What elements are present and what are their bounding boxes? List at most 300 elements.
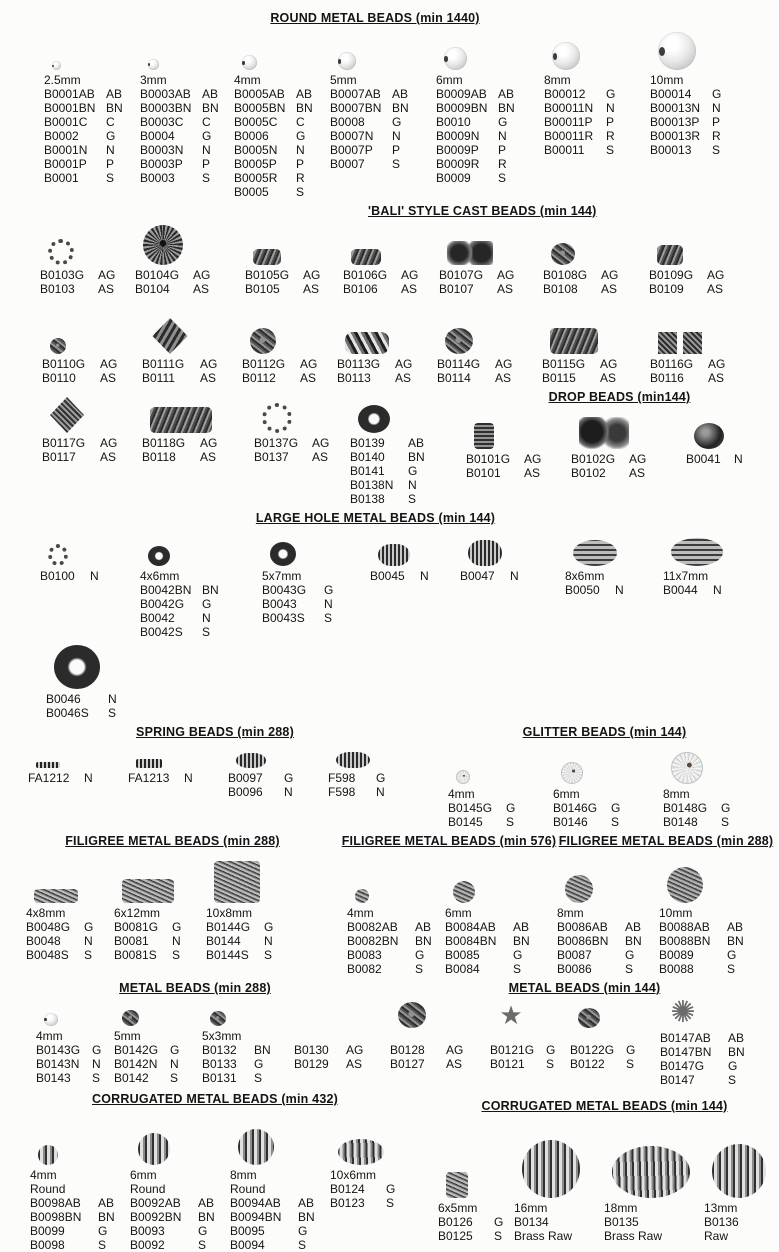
product-code: B0003N xyxy=(140,143,184,157)
round-bead-icon xyxy=(52,61,61,70)
product-code: B0128 xyxy=(390,1043,425,1057)
filigree-tube-bead-icon xyxy=(34,889,78,903)
bead-image-area xyxy=(439,221,543,265)
finish-code: S xyxy=(202,625,211,639)
code-row xyxy=(40,282,135,296)
bead-image-area xyxy=(135,221,245,265)
size-label: 4x6mm xyxy=(140,569,180,583)
finish-code: S xyxy=(506,815,515,829)
product-code: B0135 xyxy=(604,1215,639,1229)
finish-code: S xyxy=(728,1073,737,1087)
product-code: B0086BN xyxy=(557,934,609,948)
bead-image-area xyxy=(330,28,436,70)
size-label: Round xyxy=(130,1182,166,1196)
code-row xyxy=(659,934,771,948)
catalog-item xyxy=(704,1116,778,1243)
code-row xyxy=(330,1182,425,1196)
finish-code: AG xyxy=(193,268,211,282)
finish-code: G xyxy=(172,920,182,934)
code-row xyxy=(438,1215,514,1229)
finish-code: AS xyxy=(200,371,217,385)
size-label: 6mm xyxy=(445,906,472,920)
code-row xyxy=(228,785,328,799)
code-row xyxy=(437,357,542,371)
item-row xyxy=(0,641,751,720)
finish-code: BN xyxy=(728,1045,745,1059)
bead-image-area xyxy=(46,641,156,689)
product-code: F598 xyxy=(328,785,356,799)
product-code: B0142G xyxy=(114,1043,159,1057)
product-code: B0117 xyxy=(42,450,76,464)
code-row xyxy=(44,143,140,157)
product-code: B0109G xyxy=(649,268,694,282)
product-code: B0007P xyxy=(330,143,373,157)
finish-code: G xyxy=(264,920,274,934)
catalog-item xyxy=(649,221,744,296)
product-code: B0099 xyxy=(30,1224,65,1238)
catalog-item xyxy=(686,407,774,466)
catalog-item xyxy=(448,742,553,829)
code-row xyxy=(604,1229,704,1243)
code-row xyxy=(230,1196,330,1210)
finish-code: AS xyxy=(708,371,725,385)
finish-code: N xyxy=(108,692,117,706)
drop-bead-icon xyxy=(474,423,494,449)
catalog-item xyxy=(40,528,140,583)
product-code: B0092AB xyxy=(130,1196,181,1210)
bead-image-area xyxy=(604,1116,704,1198)
product-code: B0081 xyxy=(114,934,149,948)
finish-code: BN xyxy=(202,583,219,597)
glitter-beads xyxy=(430,720,779,829)
product-code: B0003BN xyxy=(140,101,192,115)
code-row xyxy=(230,1224,330,1238)
code-row xyxy=(114,920,206,934)
size-label: 5mm xyxy=(330,73,357,87)
glitter-bead-icon xyxy=(671,752,703,784)
finish-code: AG xyxy=(200,436,218,450)
cast-round-bead-icon xyxy=(50,338,66,354)
bead-image-area xyxy=(445,851,549,903)
size-label: 8mm xyxy=(230,1168,257,1182)
finish-code: BN xyxy=(296,101,313,115)
bead-image-area xyxy=(686,407,774,449)
catalog-item xyxy=(254,385,350,464)
code-row xyxy=(140,611,262,625)
item-row xyxy=(390,998,779,1087)
product-code: B0094 xyxy=(230,1238,265,1252)
product-code: B0050 xyxy=(565,583,600,597)
finish-code: AB xyxy=(98,1196,115,1210)
finish-code: G xyxy=(324,583,334,597)
finish-code: G xyxy=(202,129,212,143)
finish-code: AB xyxy=(498,87,515,101)
bead-image-area xyxy=(437,308,542,354)
finish-code: S xyxy=(170,1071,179,1085)
code-row xyxy=(114,1057,202,1071)
bead-image-area xyxy=(650,308,745,354)
finish-code: AB xyxy=(202,87,219,101)
code-row xyxy=(448,801,553,815)
product-code: B0143G xyxy=(36,1043,81,1057)
product-code: B0047 xyxy=(460,569,495,583)
round-bead-icon xyxy=(658,32,696,70)
double-square-bead-icon xyxy=(658,332,702,354)
product-code: B0046S xyxy=(46,706,89,720)
spacer xyxy=(294,1029,390,1043)
code-row xyxy=(44,129,140,143)
product-code: B0107 xyxy=(439,282,474,296)
code-row xyxy=(350,436,460,450)
item-row xyxy=(553,851,779,976)
product-code: B0007AB xyxy=(330,87,381,101)
bead-image-area xyxy=(40,528,140,566)
size-label: 6mm xyxy=(436,73,463,87)
product-code: B0100 xyxy=(40,569,75,583)
catalog-item xyxy=(663,742,763,829)
catalog-item xyxy=(42,385,142,464)
item-row xyxy=(430,1116,779,1243)
code-row xyxy=(570,1043,660,1057)
filigree-metal-beads-576-header xyxy=(341,834,557,848)
product-code: B0114G xyxy=(437,357,481,371)
product-code: B0009P xyxy=(436,143,479,157)
product-code: Raw xyxy=(704,1229,729,1243)
code-row xyxy=(445,920,549,934)
sunburst-bead-icon: ✺ xyxy=(670,996,696,1029)
finish-code: AB xyxy=(727,920,744,934)
product-code: B0108G xyxy=(543,268,588,282)
finish-code: P xyxy=(712,115,721,129)
code-row xyxy=(439,282,543,296)
finish-code: S xyxy=(626,1057,635,1071)
catalog-item xyxy=(565,528,663,597)
code-row xyxy=(242,357,337,371)
code-row xyxy=(553,801,663,815)
size-label: 10mm xyxy=(659,906,693,920)
code-row xyxy=(140,171,234,185)
ridged-tube-bead-icon xyxy=(378,544,410,566)
code-row xyxy=(206,920,302,934)
product-code: B0101G xyxy=(466,452,511,466)
finish-code: N xyxy=(324,597,333,611)
code-row xyxy=(44,101,140,115)
product-code: B0133 xyxy=(202,1057,237,1071)
cast-round-bead-icon xyxy=(445,328,473,354)
bali-style-cast-beads-title: 'BALI' STYLE CAST BEADS (min 144) xyxy=(368,204,597,218)
code-row xyxy=(542,357,650,371)
corrugated-metal-beads-432-title: CORRUGATED METAL BEADS (min 432) xyxy=(92,1092,338,1106)
finish-code: AG xyxy=(346,1043,364,1057)
product-code: B0147AB xyxy=(660,1031,711,1045)
ring-bead-icon xyxy=(262,403,292,433)
finish-code: AG xyxy=(100,436,118,450)
catalog-item xyxy=(659,851,771,976)
finish-code: S xyxy=(546,1057,555,1071)
code-row xyxy=(553,815,663,829)
bead-image-area xyxy=(460,528,565,566)
drop-beads-header xyxy=(460,390,779,404)
code-row xyxy=(570,1057,660,1071)
product-code: B0087 xyxy=(557,948,592,962)
code-row xyxy=(140,583,262,597)
catalog-item xyxy=(40,221,135,296)
size-label: 6mm xyxy=(130,1168,157,1182)
finish-code: N xyxy=(170,1057,179,1071)
finish-code: AG xyxy=(200,357,218,371)
code-row xyxy=(262,597,370,611)
oval-bead-icon xyxy=(573,540,617,566)
code-row xyxy=(328,785,428,799)
bead-image-area xyxy=(254,385,350,433)
code-row xyxy=(42,371,142,385)
code-row xyxy=(490,1043,570,1057)
bead-image-area xyxy=(294,998,390,1026)
catalog-item xyxy=(46,641,156,720)
product-code: B0106G xyxy=(343,268,388,282)
size-label: Round xyxy=(30,1182,66,1196)
product-code: B0045 xyxy=(370,569,405,583)
large-hole-ring-bead-icon xyxy=(48,544,68,566)
code-row xyxy=(557,934,659,948)
code-row xyxy=(543,268,649,282)
finish-code: AG xyxy=(395,357,413,371)
finish-code: P xyxy=(202,157,211,171)
finish-code: AB xyxy=(106,87,123,101)
code-row xyxy=(114,934,206,948)
finish-code: G xyxy=(546,1043,556,1057)
finish-code: S xyxy=(727,962,736,976)
product-code: B0001P xyxy=(44,157,87,171)
code-row xyxy=(436,143,544,157)
code-row xyxy=(114,1043,202,1057)
product-code: B0102G xyxy=(571,452,616,466)
product-code: B00014 xyxy=(650,87,692,101)
finish-code: R xyxy=(606,129,615,143)
catalog-item xyxy=(650,28,750,157)
catalog-block xyxy=(0,720,779,829)
bicone-bead-icon xyxy=(150,318,190,354)
finish-code: C xyxy=(296,115,305,129)
product-code: B0081S xyxy=(114,948,157,962)
product-code: B0002 xyxy=(44,129,79,143)
catalog-item xyxy=(466,407,571,480)
product-code: B0140 xyxy=(350,450,385,464)
bead-image-area xyxy=(42,308,142,354)
product-code: B0142N xyxy=(114,1057,158,1071)
code-row xyxy=(42,450,142,464)
bead-image-area xyxy=(570,998,660,1028)
product-code: B0092BN xyxy=(130,1210,182,1224)
product-code: B0005R xyxy=(234,171,278,185)
size-label: 5x7mm xyxy=(262,569,302,583)
filigree-metal-beads-288-b-header xyxy=(553,834,779,848)
catalog-item xyxy=(343,221,439,296)
finish-code: S xyxy=(386,1196,395,1210)
corrugated-round-bead-icon xyxy=(38,1145,58,1165)
product-code: B0001 xyxy=(44,171,79,185)
corrugated-round-bead-icon xyxy=(712,1144,766,1198)
star-bead-icon: ★ xyxy=(499,1000,523,1030)
finish-code: AG xyxy=(600,357,618,371)
code-row xyxy=(663,801,763,815)
finish-code: G xyxy=(728,1059,738,1073)
finish-code: G xyxy=(284,771,294,785)
size-label: 5mm xyxy=(114,1029,141,1043)
finish-code: AS xyxy=(100,371,117,385)
finish-code: BN xyxy=(727,934,744,948)
size-label: 3mm xyxy=(140,73,167,87)
size-label: 8x6mm xyxy=(565,569,605,583)
catalog-item xyxy=(436,28,544,185)
diamond-bead-icon xyxy=(50,397,84,433)
product-code: B0139 xyxy=(350,436,385,450)
large-hole-metal-beads xyxy=(0,506,751,720)
product-code: B0005 xyxy=(234,185,269,199)
product-code: B0084AB xyxy=(445,920,496,934)
code-row xyxy=(230,1210,330,1224)
code-row xyxy=(140,625,262,639)
size-label: 4mm xyxy=(30,1168,57,1182)
product-code: Brass Raw xyxy=(604,1229,663,1243)
glitter-bead-icon xyxy=(456,770,470,784)
catalog-item xyxy=(330,28,436,171)
finish-code: S xyxy=(721,815,730,829)
finish-code: AB xyxy=(415,920,432,934)
bead-image-area xyxy=(140,528,262,566)
product-code: B0105 xyxy=(245,282,280,296)
catalog-item xyxy=(28,742,128,785)
code-row xyxy=(445,962,549,976)
product-code: B0010 xyxy=(436,115,471,129)
code-row xyxy=(206,948,302,962)
code-row xyxy=(330,87,436,101)
size-label: 6x5mm xyxy=(438,1201,478,1215)
bead-image-area xyxy=(543,221,649,265)
item-row xyxy=(0,28,750,199)
finish-code: S xyxy=(264,948,273,962)
finish-code: G xyxy=(296,129,306,143)
product-code: B0089 xyxy=(659,948,694,962)
bead-image-area xyxy=(130,1109,230,1165)
code-row xyxy=(42,357,142,371)
finish-code: AB xyxy=(728,1031,745,1045)
code-row xyxy=(436,171,544,185)
code-row xyxy=(262,611,370,625)
corrugated-round-bead-icon xyxy=(138,1133,170,1165)
item-row xyxy=(0,385,460,506)
product-code: B0148 xyxy=(663,815,698,829)
code-row xyxy=(44,157,140,171)
size-label: 8mm xyxy=(544,73,571,87)
finish-code: AB xyxy=(513,920,530,934)
code-row xyxy=(650,129,750,143)
catalog-item xyxy=(30,1109,130,1252)
finish-code: AG xyxy=(300,357,318,371)
spring-beads xyxy=(0,720,430,799)
code-row xyxy=(437,371,542,385)
ring-bead-icon xyxy=(48,239,74,265)
product-code: B0001BN xyxy=(44,101,96,115)
product-code: B0007BN xyxy=(330,101,382,115)
catalog-item xyxy=(328,742,428,799)
finish-code: BN xyxy=(202,101,219,115)
finish-code: S xyxy=(606,143,615,157)
product-code: B0082AB xyxy=(347,920,398,934)
item-row xyxy=(0,221,745,296)
code-row xyxy=(436,157,544,171)
finish-code: S xyxy=(415,962,424,976)
size-label: 18mm xyxy=(604,1201,638,1215)
product-code: B0096 xyxy=(228,785,263,799)
catalog-item xyxy=(234,28,330,199)
finish-code: BN xyxy=(498,101,515,115)
finish-code: G xyxy=(606,87,616,101)
product-code: FA1212 xyxy=(28,771,70,785)
code-row xyxy=(571,452,686,466)
product-code: B0118G xyxy=(142,436,186,450)
code-row xyxy=(26,948,114,962)
finish-code: AG xyxy=(524,452,542,466)
size-label: 4mm xyxy=(347,906,374,920)
finish-code: S xyxy=(513,962,522,976)
round-bead-icon xyxy=(338,52,356,70)
finish-code: S xyxy=(198,1238,207,1252)
code-row xyxy=(140,129,234,143)
code-row xyxy=(347,920,445,934)
bead-image-area xyxy=(347,851,445,903)
code-row xyxy=(135,268,245,282)
product-code: B0048G xyxy=(26,920,71,934)
product-code: B0043S xyxy=(262,611,305,625)
catalog-item xyxy=(262,528,370,625)
finish-code: BN xyxy=(415,934,432,948)
code-row xyxy=(234,143,330,157)
metal-beads-144-title: METAL BEADS (min 144) xyxy=(508,981,661,995)
code-row xyxy=(337,371,437,385)
product-code: B0097 xyxy=(228,771,263,785)
product-code: B0081G xyxy=(114,920,159,934)
catalog-item xyxy=(557,851,659,976)
product-code: B0092 xyxy=(130,1238,165,1252)
item-row xyxy=(430,742,779,829)
finish-code: G xyxy=(98,1224,108,1238)
product-code: B0084 xyxy=(445,962,480,976)
bead-image-area xyxy=(649,221,744,265)
filigree-metal-beads-288-b-title: FILIGREE METAL BEADS (min 288) xyxy=(558,834,774,848)
product-code: B0101 xyxy=(466,466,501,480)
product-code: B0136 xyxy=(704,1215,739,1229)
bead-image-area xyxy=(650,28,750,70)
finish-code: S xyxy=(611,815,620,829)
double-drop-bead-icon xyxy=(579,417,629,449)
code-row xyxy=(436,101,544,115)
code-row xyxy=(604,1215,704,1229)
product-code: B0008 xyxy=(330,115,365,129)
finish-code: AS xyxy=(401,282,418,296)
finish-code: S xyxy=(324,611,333,625)
finish-code: G xyxy=(386,1182,396,1196)
metal-beads-144 xyxy=(390,976,779,1087)
large-hole-metal-beads-title: LARGE HOLE METAL BEADS (min 144) xyxy=(255,511,496,525)
code-row xyxy=(330,143,436,157)
bead-image-area xyxy=(565,528,663,566)
product-code: B0137 xyxy=(254,450,289,464)
product-code: B0003AB xyxy=(140,87,191,101)
code-row xyxy=(44,115,140,129)
finish-code: N xyxy=(106,143,115,157)
corrugated-round-bead-icon xyxy=(238,1129,274,1165)
